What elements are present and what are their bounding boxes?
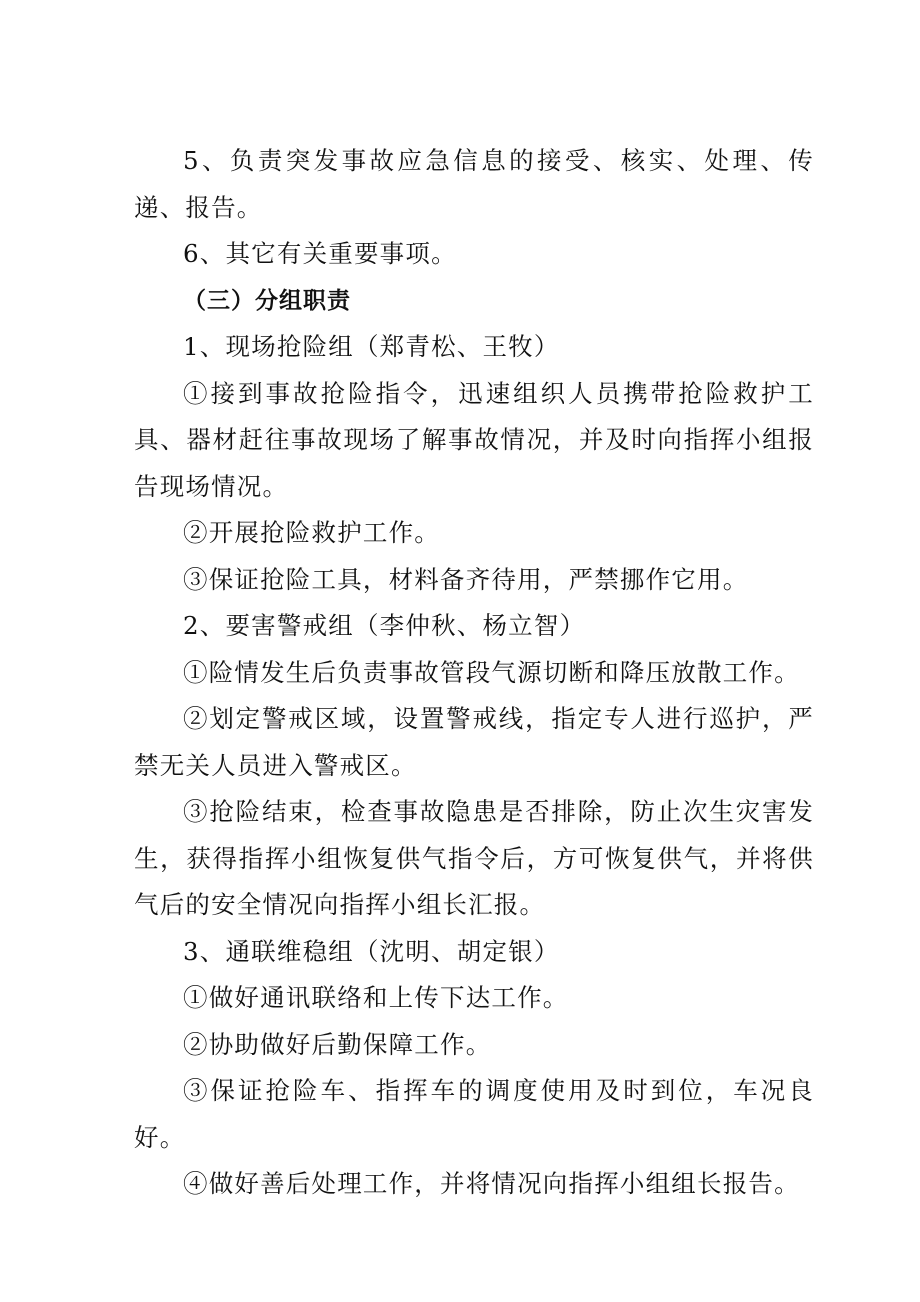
group-title-security: 2、要害警戒组（李仲秋、杨立智）: [183, 611, 586, 640]
duty-item-6-other: 6、其它有关重要事项。: [183, 239, 457, 268]
duty-item-5-reporting: 5、负责突发事故应急信息的接受、核实、处理、传递、报告。: [134, 146, 814, 222]
document-body: [134, 138, 814, 1208]
communication-duty-3: ③保证抢险车、指挥车的调度使用及时到位，车况良好。: [134, 1076, 814, 1152]
rescue-duty-1: ①接到事故抢险指令，迅速组织人员携带抢险救护工具、器材赶往事故现场了解事故情况，并及时向指挥小组报告现场情况。: [134, 378, 814, 501]
rescue-duty-2: ②开展抢险救护工作。: [183, 518, 440, 547]
security-duty-2: ②划定警戒区域，设置警戒线，指定专人进行巡护，严禁无关人员进入警戒区。: [134, 704, 814, 780]
section-heading-group-duties: （三）分组职责: [183, 287, 351, 314]
security-duty-3: ③抢险结束，检查事故隐患是否排除，防止次生灾害发生，获得指挥小组恢复供气指令后，方可恢复供气，并将供气后的安全情况向指挥小组长汇报。: [134, 797, 814, 919]
security-duty-1: ①险情发生后负责事故管段气源切断和降压放散工作。: [183, 657, 800, 687]
group-title-communication: 3、通联维稳组（沈明、胡定银）: [183, 936, 560, 966]
rescue-duty-3: ③保证抢险工具，材料备齐待用，严禁挪作它用。: [183, 564, 749, 594]
communication-duty-1: ①做好通讯联络和上传下达工作。: [183, 983, 569, 1012]
communication-duty-2: ②协助做好后勤保障工作。: [183, 1029, 492, 1059]
group-title-rescue: 1、现场抢险组（郑青松、王牧）: [183, 332, 560, 361]
communication-duty-4: ④做好善后处理工作，并将情况向指挥小组组长报告。: [183, 1169, 800, 1198]
